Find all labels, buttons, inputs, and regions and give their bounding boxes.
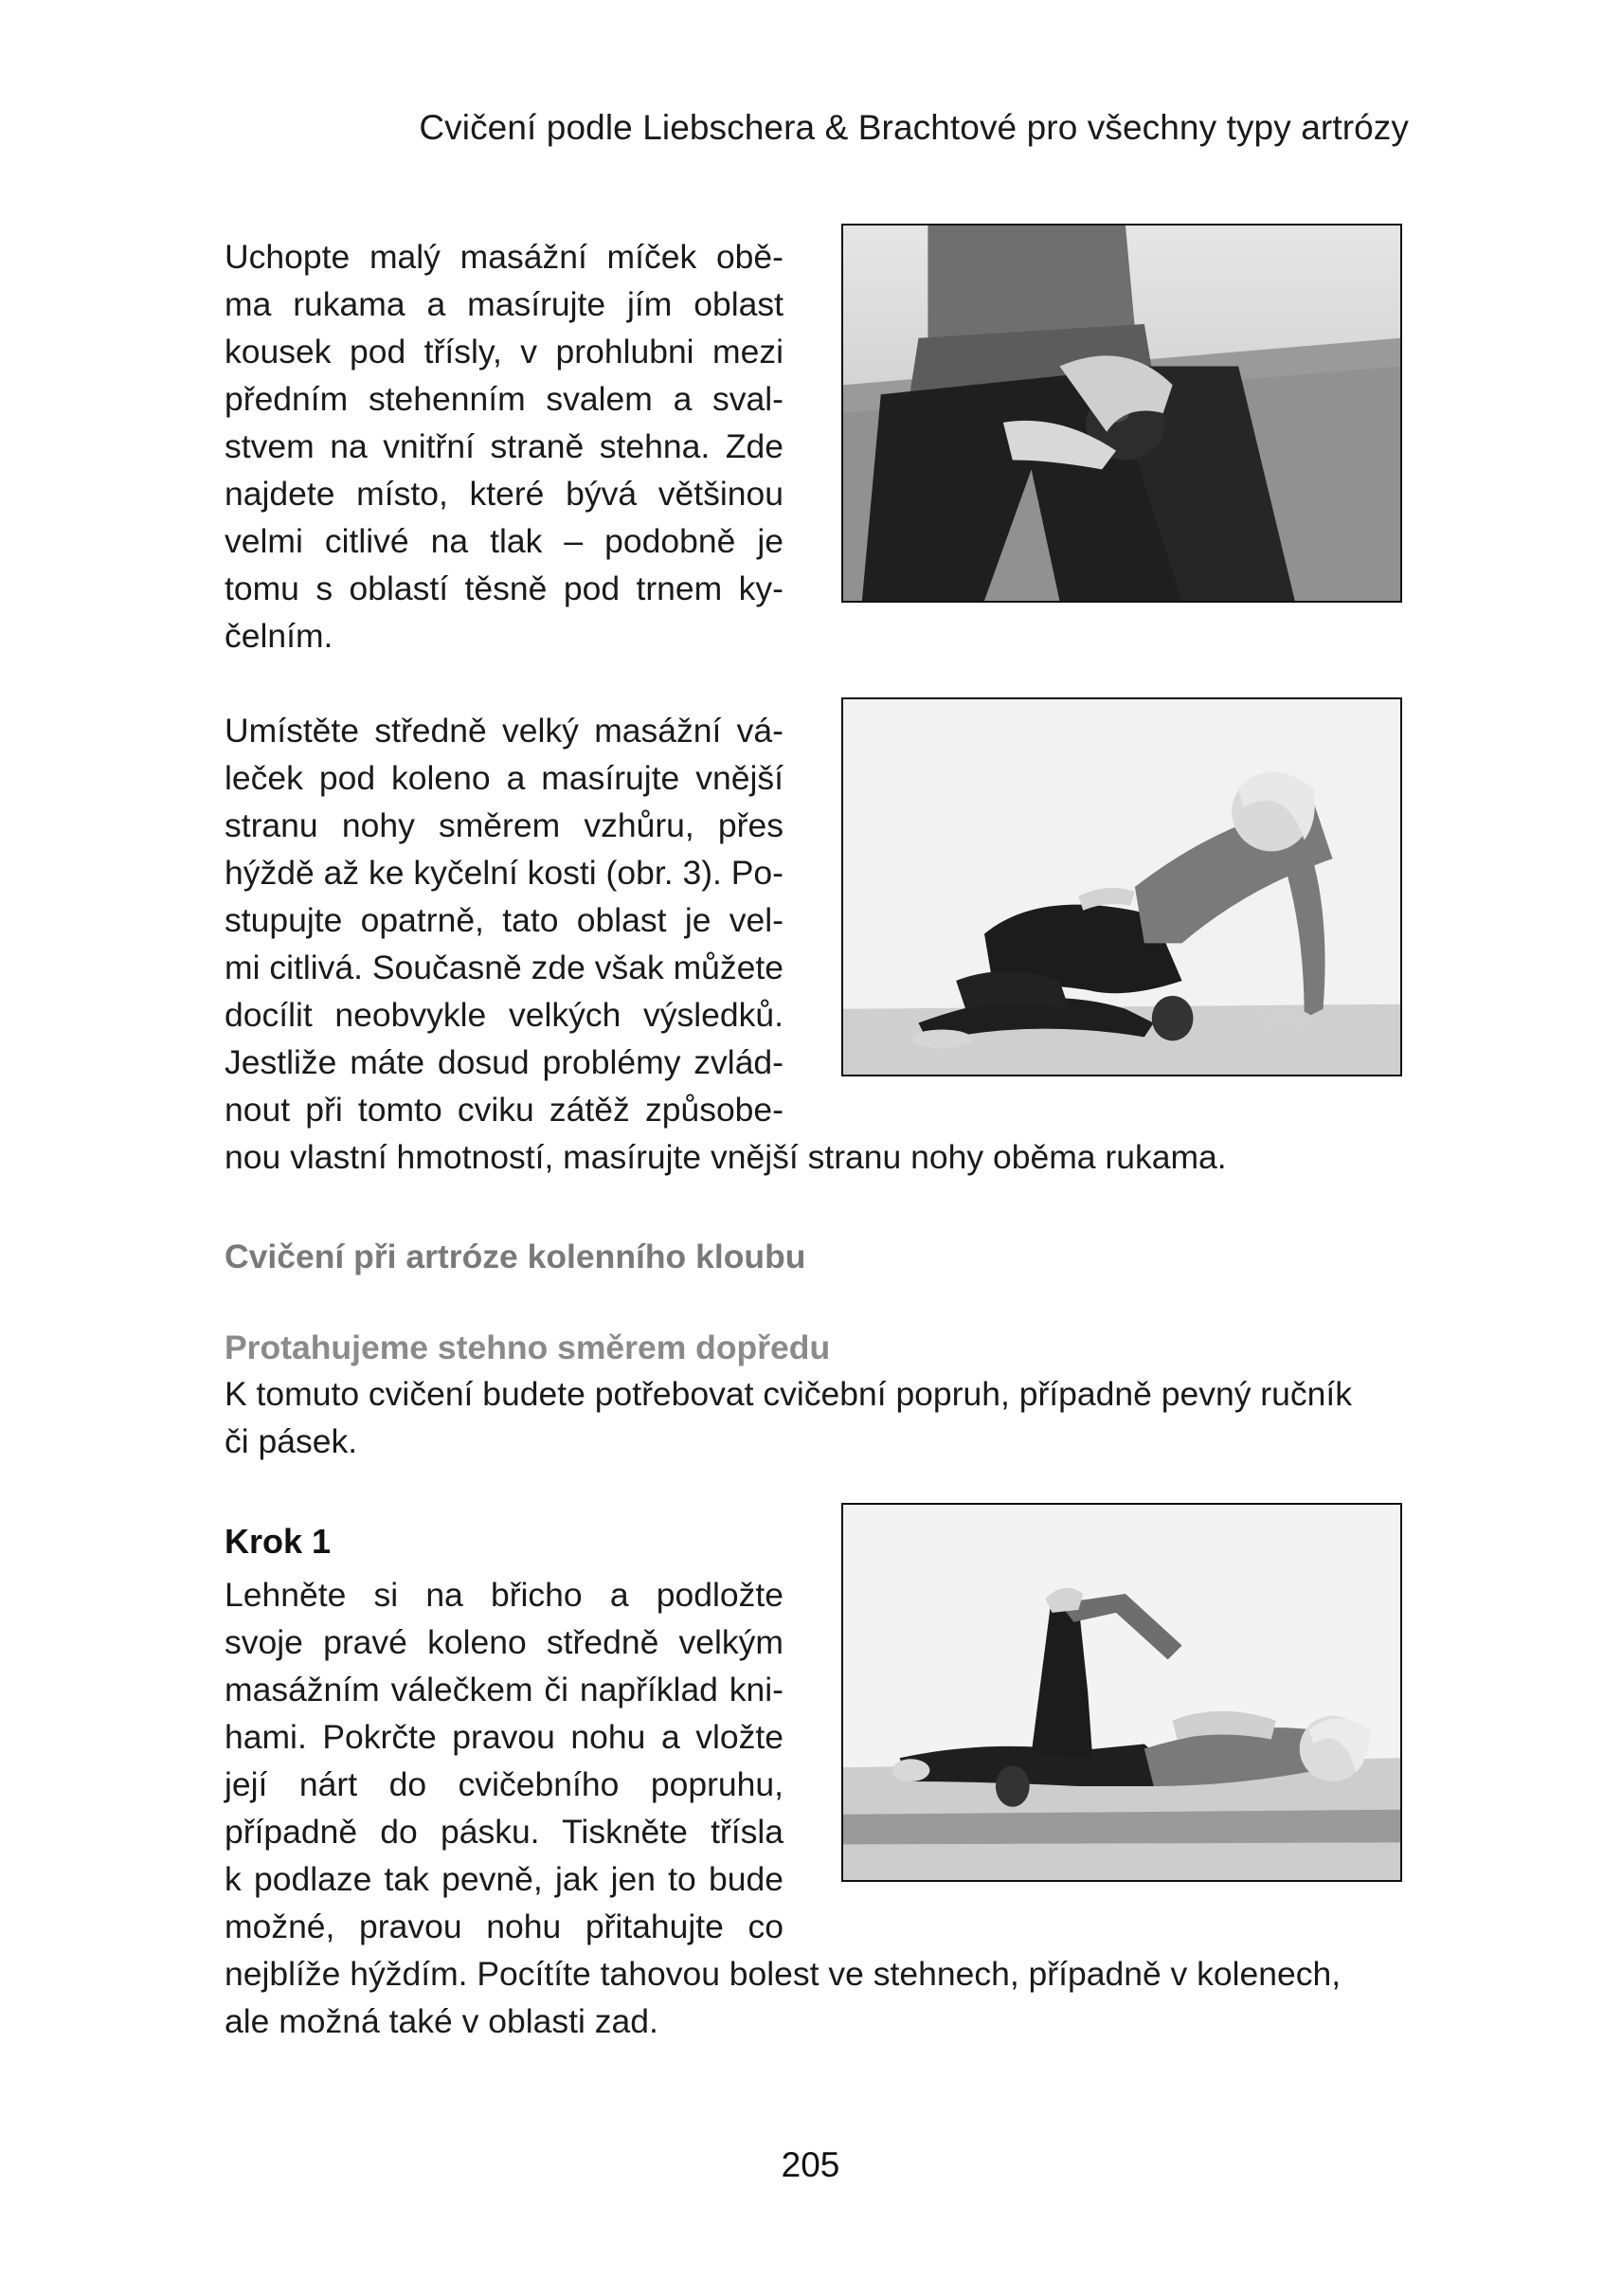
text-line: předním stehenním svalem a sval- (225, 380, 783, 418)
text-line: leček pod koleno a masírujte vnější (225, 759, 783, 797)
photo-ball-massage (841, 224, 1402, 603)
text-line: najdete místo, které bývá většinou (225, 475, 783, 513)
text-line: nejblíže hýždím. Pocítíte tahovou bolest ve stehnech, případně v kolenech, (225, 1955, 1342, 1993)
photo-ball-massage-illustration (843, 226, 1400, 601)
running-header: Cvičení podle Liebschera & Brachtové pro všechny typy artrózy (419, 108, 1409, 147)
text-line: kousek pod třísly, v prohlubni mezi (225, 333, 783, 371)
paragraph-exercise-intro (225, 1370, 1407, 1465)
text-line: čelním. (225, 617, 333, 655)
text-line: Umístěte středně velký masážní vá- (225, 712, 783, 750)
photo-side-roller (841, 697, 1402, 1076)
paragraph-roller-massage-tail (225, 1133, 1407, 1181)
paragraph-ball-massage (225, 233, 783, 660)
text-line: Uchopte malý masážní míček obě- (225, 238, 783, 276)
text-line: hýždě až ke kyčelní kosti (obr. 3). Po- (225, 854, 783, 892)
page-number: 205 (781, 2145, 840, 2184)
text-line: svoje pravé koleno středně velkým (225, 1623, 783, 1661)
text-line: mi citlivá. Současně zde však můžete (225, 949, 783, 986)
text-line: masážním válečkem či například kni- (225, 1671, 783, 1708)
paragraph-step1 (225, 1571, 783, 1950)
text-line: hami. Pokrčte pravou nohu a vložte (225, 1718, 783, 1756)
text-line: nout při tomto cviku zátěž způsobe- (225, 1091, 783, 1129)
text-line: velmi citlivé na tlak – podobně je (225, 522, 783, 560)
text-line: k podlaze tak pevně, jak jen to bude (225, 1860, 783, 1898)
exercise-subheading: Protahujeme stehno směrem dopředu (225, 1329, 831, 1366)
text-line: či pásek. (225, 1422, 358, 1460)
paragraph-step1-tail (225, 1950, 1407, 2045)
text-line: docílit neobvykle velkých výsledků. (225, 996, 783, 1034)
step-title: Krok 1 (225, 1522, 332, 1561)
text-line: její nárt do cvičebního popruhu, (225, 1765, 783, 1803)
section-heading: Cvičení při artróze kolenního kloubu (225, 1238, 806, 1275)
text-line: Lehněte si na břicho a podložte (225, 1576, 783, 1614)
text-line: ma rukama a masírujte jím oblast (225, 285, 783, 323)
text-line: stranu nohy směrem vzhůru, přes (225, 806, 783, 844)
text-line: případně do pásku. Tiskněte třísla (225, 1813, 783, 1851)
text-line: stupujte opatrně, tato oblast je vel- (225, 901, 783, 939)
text-line: nou vlastní hmotností, masírujte vnější stranu nohy oběma rukama. (225, 1138, 1227, 1176)
photo-side-roller-illustration (843, 699, 1400, 1075)
photo-prone-strap-illustration (843, 1505, 1400, 1880)
text-line: stvem na vnitřní straně stehna. Zde (225, 427, 783, 465)
text-line: tomu s oblastí těsně pod trnem ky- (225, 569, 783, 607)
photo-prone-strap-stretch (841, 1503, 1402, 1882)
text-line: možné, pravou nohu přitahujte co (225, 1907, 783, 1945)
text-line: ale možná také v oblasti zad. (225, 2002, 658, 2040)
paragraph-roller-massage (225, 707, 783, 1133)
text-line: K tomuto cvičení budete potřebovat cvičební popruh, případně pevný ručník (225, 1375, 1352, 1413)
text-line: Jestliže máte dosud problémy zvlád- (225, 1043, 783, 1081)
